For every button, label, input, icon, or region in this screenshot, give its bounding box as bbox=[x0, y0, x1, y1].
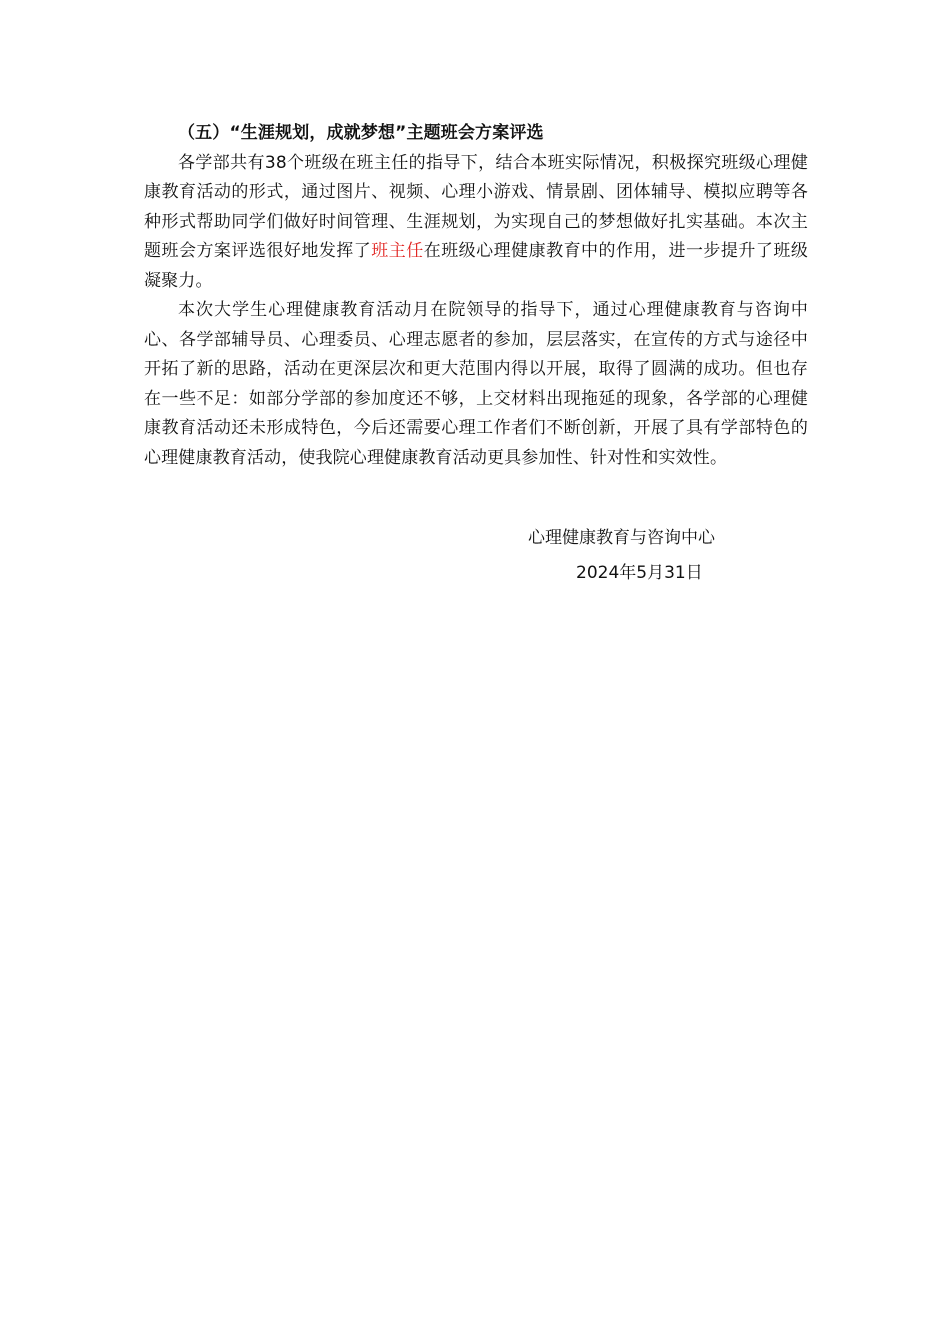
paragraph-text-after-highlight: 在班级心理健康教育中的作用，进一步提升了班级凝聚力。 bbox=[144, 241, 808, 291]
signature-organization: 心理健康教育与咨询中心 bbox=[528, 528, 715, 548]
paragraph-text-before-highlight: 各学部共有38个班级在班主任的指导下，结合本班实际情况，积极探究班级心理健康教育活动的形式，通过图片、视频、心理小游戏、情景剧、团体辅导、模拟应聘等各种形式帮助同学们做好时间管理、生涯规划，为实现自己的梦想做好扎实基础。本次主题班会方案评选很好地发挥了 bbox=[144, 152, 808, 261]
paragraph-summary: 本次大学生心理健康教育活动月在院领导的指导下，通过心理健康教育与咨询中心、各学部辅导员、心理委员、心理志愿者的参加，层层落实，在宣传的方式与途径中开拓了新的思路，活动在更深层次和更大范围内得以开展，取得了圆满的成功。但也存在一些不足：如部分学部的参加度还不够，上交材料出现拖延的现象，各学部的心理健康教育活动还未形成特色，今后还需要心理工作者们不断创新，开展了具有学部特色的心理健康教育活动，使我院心理健康教育活动更具参加性、针对性和实效性。 bbox=[144, 300, 808, 468]
highlighted-term: 班主任 bbox=[371, 241, 424, 261]
signature-date: 2024年5月31日 bbox=[576, 563, 703, 583]
section-heading: （五）“生涯规划，成就梦想”主题班会方案评选 bbox=[178, 123, 544, 143]
document-body bbox=[144, 119, 808, 473]
paragraph-class-meeting bbox=[144, 149, 808, 297]
